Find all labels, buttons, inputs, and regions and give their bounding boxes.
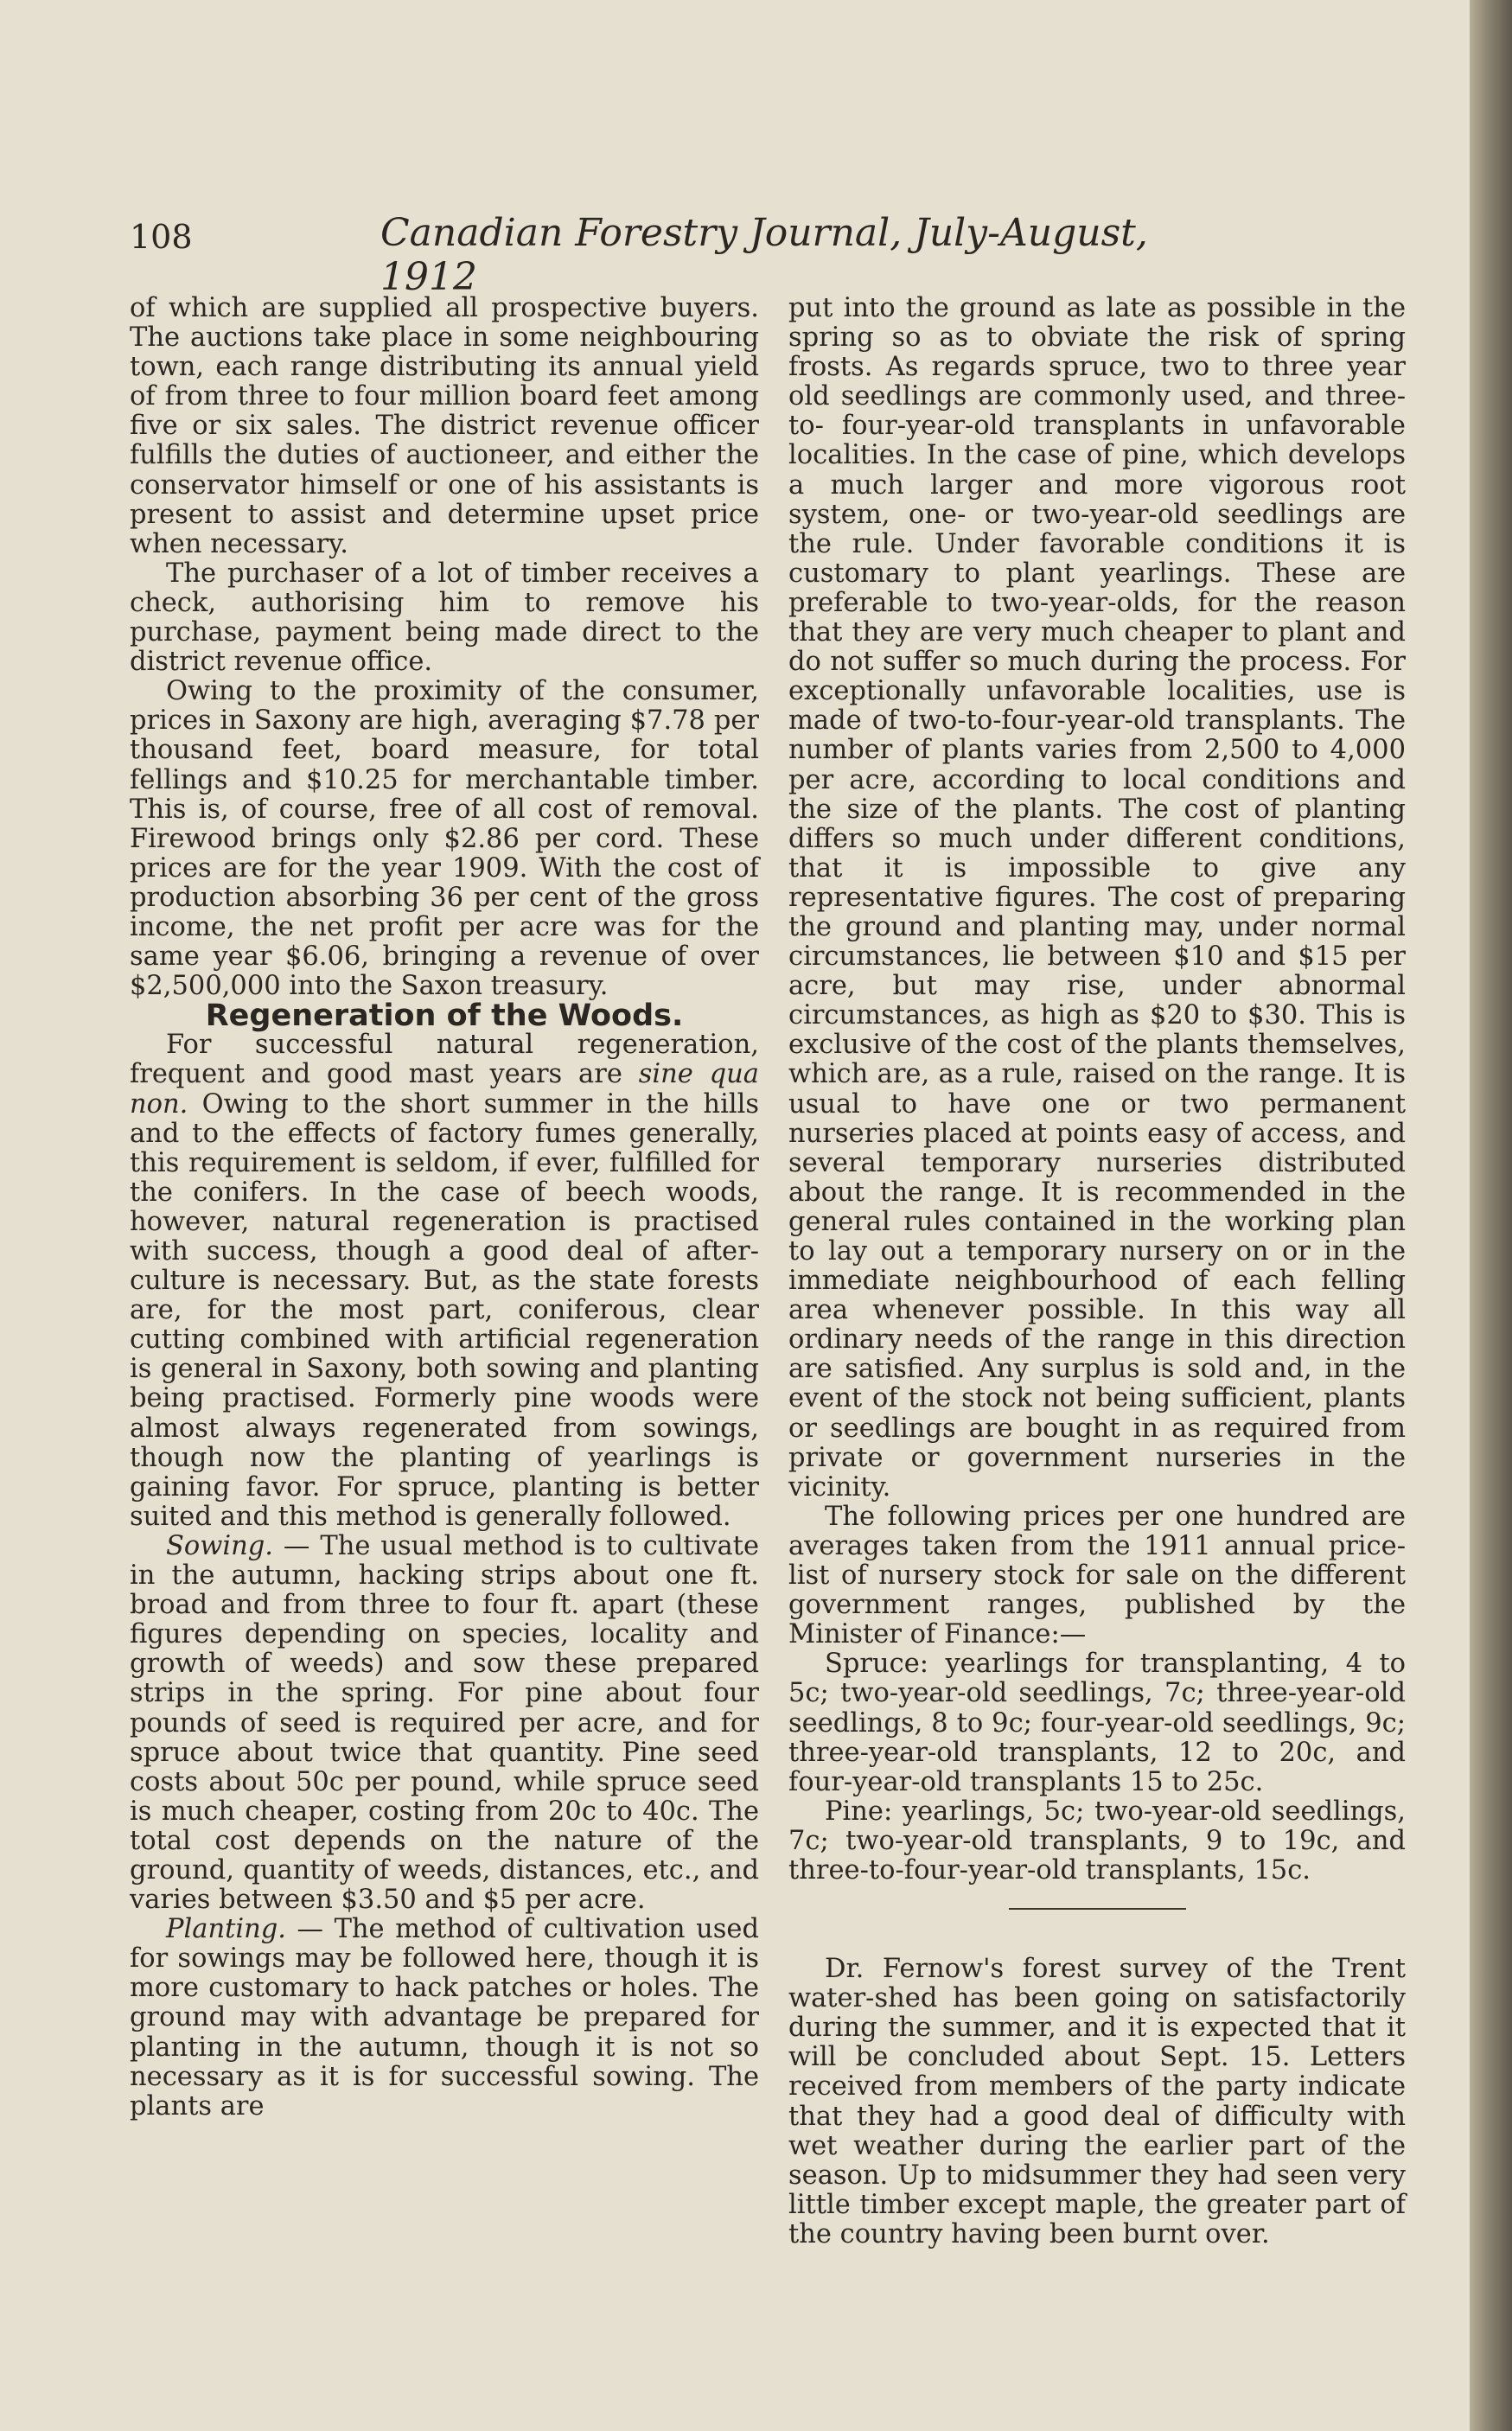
paragraph — [130, 1532, 759, 1915]
text-run: — The method of cultivation used for sowings may be followed here, though it is more customary to hack patches or holes. The ground may with advantage be prepared for planting in the autumn, though it is not so necessary as it is for successful sowing. The plants are — [130, 1914, 759, 2122]
paragraph: Spruce: yearlings for transplanting, 4 to 5c; two-year-old seedlings, 7c; three-year-old seedlings, 8 to 9c; four-year-old seedlings, 9c; three-year-old transplants, 12 to 20c, and four-year-old transplants 15 to 25c. — [788, 1649, 1406, 1797]
binding-edge — [1470, 0, 1512, 2431]
paragraph: Pine: yearlings, 5c; two-year-old seedlings, 7c; two-year-old transplants, 9 to 19c, and three-to-four-year-old transplants, 15c. — [788, 1796, 1406, 1885]
paragraph — [130, 1030, 759, 1532]
paragraph: Dr. Fernow's forest survey of the Trent water-shed has been going on satisfactorily during the summer, and it is expected that it will be concluded about Sept. 15. Letters received from members of the party indicate that they had a good deal of difficulty with wet weather during the earlier part of the season. Up to midsummer they had seen very little timber except maple, the greater part of the country having been burnt over. — [788, 1954, 1406, 2249]
paragraph: The following prices per one hundred are averages taken from the 1911 annual price-list of nursery stock for sale on the different government ranges, published by the Minister of Finance:— — [788, 1501, 1406, 1650]
paragraph: put into the ground as late as possible in the spring so as to obviate the risk of spring frosts. As regards spruce, two to three year old seedlings are commonly used, and three-to- four-year-old transplants in unfavorable localities. In the case of pine, which develops a much larger and more vigorous root system, one- or two-year-old seedlings are the rule. Under favorable conditions it is customary to plant yearlings. These are preferable to two-year-olds, for the reason that they are very much cheaper to plant and do not suffer so much during the process. For exceptionally unfavorable localities, use is made of two-to-four-year-old transplants. The number of plants varies from 2,500 to 4,000 per acre, according to local conditions and the size of the plants. The cost of planting differs so much under different conditions, that it is impossible to give any representative figures. The cost of preparing the ground and planting may, under normal circumstances, lie between $10 and $15 per acre, but may rise, under abnormal circumstances, as high as $20 to $30. This is exclusive of the cost of the plants themselves, which are, as a rule, raised on the range. It is usual to have one or two permanent nurseries placed at points easy of access, and several temporary nurseries distributed about the range. It is recommended in the general rules contained in the working plan to lay out a temporary nursery on or in the immediate neighbourhood of each felling area whenever possible. In this way all ordinary needs of the range in this direction are satisfied. Any surplus is sold and, in the event of the stock not being sufficient, plants or seedlings are bought in as required from private or government nurseries in the vicinity. — [788, 293, 1406, 1503]
left-column — [130, 294, 759, 2122]
paragraph: of which are supplied all prospective buyers. The auctions take place in some neighbouring town, each range distributing its annual yield of from three to four million board feet among five or six sales. The district revenue officer fulfills the duties of auctioneer, and either the conservator himself or one of his assistants is present to assist and determine upset price when necessary. — [130, 293, 759, 559]
page-header — [130, 207, 1167, 299]
section-heading: Regeneration of the Woods. — [205, 999, 684, 1034]
text-run: Owing to the short summer in the hills and to the effects of factory fumes generally, this requirement is seldom, if ever, fulfilled for the conifers. In the case of beech woods, however, natural regeneration is practised with success, though a good deal of after-culture is necessary. But, as the state forests are, for the most part, coniferous, clear cutting combined with artificial regeneration is general in Saxony, both sowing and planting being practised. Formerly pine woods were almost always regenerated from sowings, though now the planting of yearlings is gaining favor. For spruce, planting is better suited and this method is generally followed. — [130, 1088, 759, 1532]
text-run: For successful natural regeneration, frequent and good mast years are — [130, 1030, 759, 1090]
paragraph: The purchaser of a lot of timber receives a check, authorising him to remove his purchase, payment being made direct to the district revenue office. — [130, 558, 759, 678]
subsection-label: Planting. — [166, 1914, 286, 1945]
page-number: 108 — [130, 218, 193, 256]
subsection-label: Sowing. — [166, 1530, 273, 1561]
divider-rule — [1009, 1908, 1186, 1910]
text-run: — The usual method is to cultivate in the autumn, hacking strips about one ft. broad and from three to four ft. apart (these figures depending on species, locality and growth of weeds) and sow these prepared strips in the spring. For pine about four pounds of seed is required per acre, and for spruce about twice that quantity. Pine seed costs about 50c per pound, while spruce seed is much cheaper, costing from 20c to 40c. The total cost depends on the nature of the ground, quantity of weeds, distances, etc., and varies between $3.50 and $5 per acre. — [130, 1530, 759, 1916]
paragraph — [130, 1915, 759, 2122]
running-title: Canadian Forestry Journal, July-August, 1912 — [380, 211, 1148, 299]
paragraph: Owing to the proximity of the consumer, prices in Saxony are high, averaging $7.78 per thousand feet, board measure, for total fellings and $10.25 for merchantable timber. This is, of course, free of all cost of removal. Firewood brings only $2.86 per cord. These prices are for the year 1909. With the cost of production absorbing 36 per cent of the gross income, the net profit per acre was for the same year $6.06, bringing a revenue of over $2,500,000 into the Saxon treasury. — [130, 676, 759, 1002]
right-column — [788, 294, 1406, 2249]
latin-phrase: sine qua non. — [130, 1059, 759, 1120]
